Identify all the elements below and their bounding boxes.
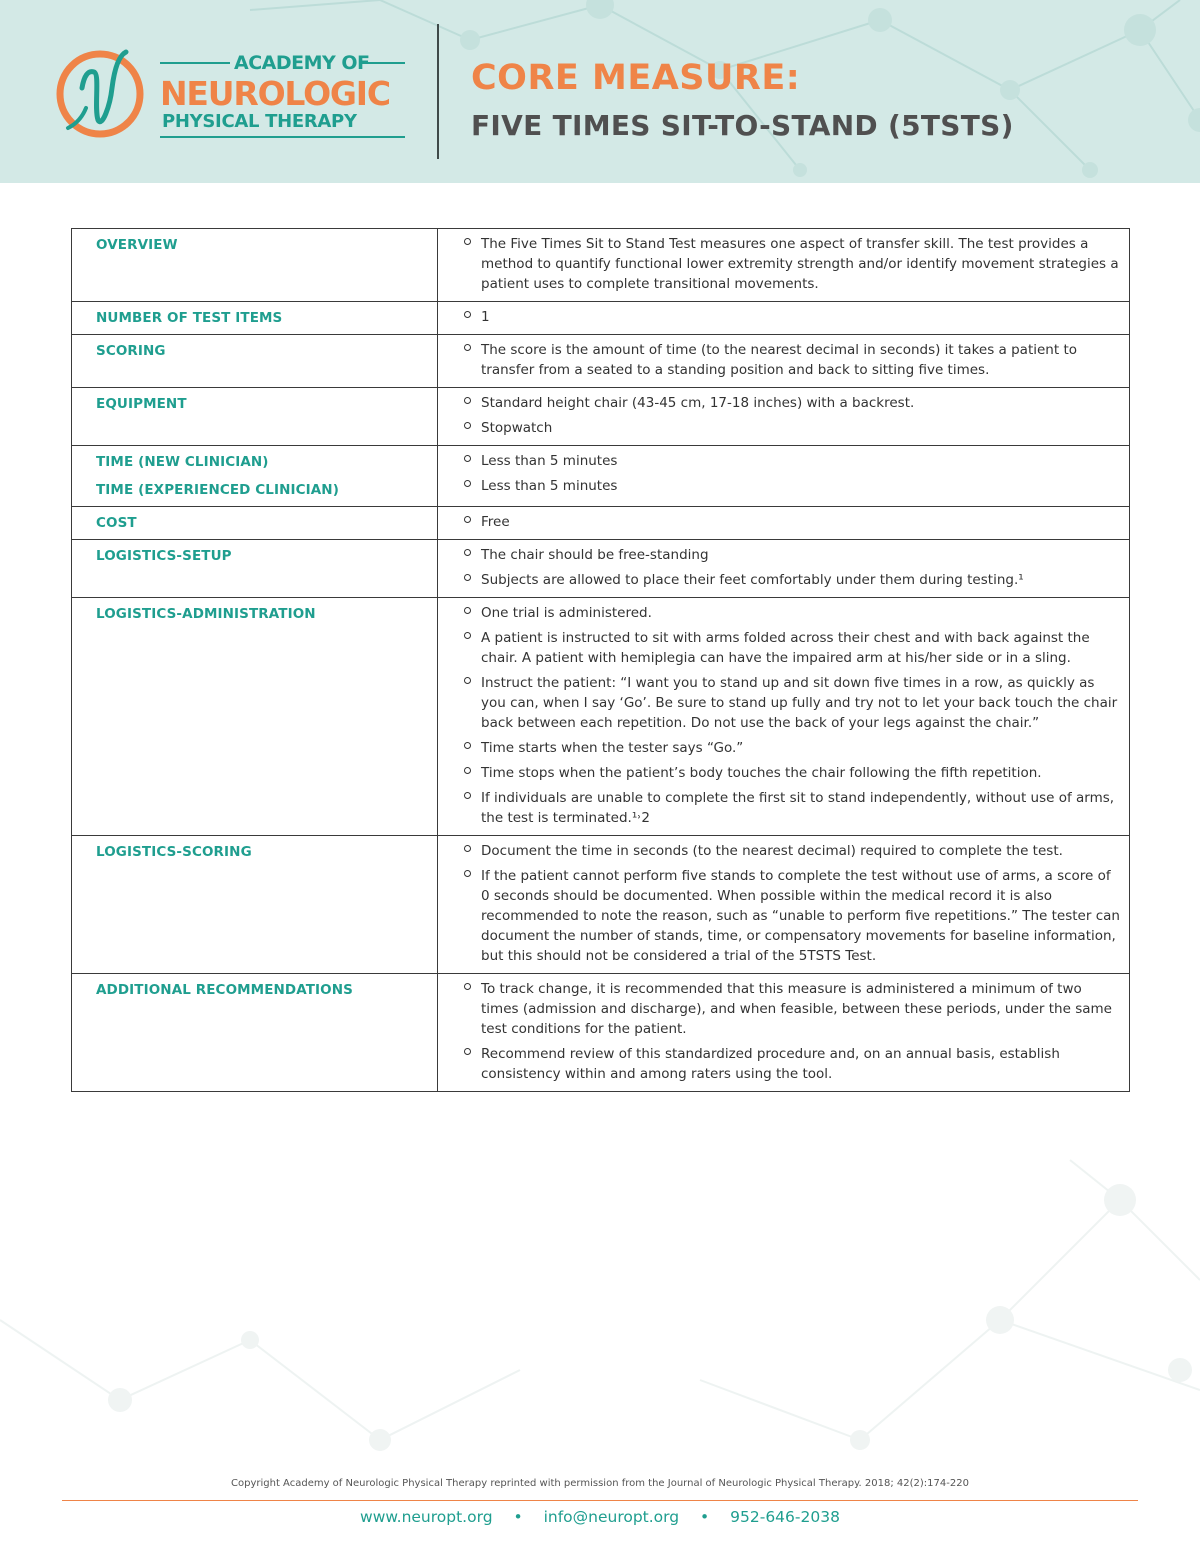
row-content-cell xyxy=(438,335,1130,388)
bullet-list xyxy=(462,603,1121,828)
academy-logo xyxy=(50,38,410,148)
table-row xyxy=(72,507,1130,540)
table-row xyxy=(72,302,1130,335)
table-row xyxy=(72,335,1130,388)
bullet-list xyxy=(462,512,1121,532)
row-content-cell xyxy=(438,598,1130,836)
page-title: CORE MEASURE: xyxy=(471,58,801,98)
separator-dot: • xyxy=(513,1508,523,1526)
bullet-item: If individuals are unable to complete the first sit to stand independently, without use of arms, the test is terminated.¹˒2 xyxy=(462,788,1121,828)
row-label-cell xyxy=(72,836,438,974)
table-row xyxy=(72,540,1130,598)
page-subtitle: FIVE TIMES SIT-TO-STAND (5TSTS) xyxy=(471,109,1014,142)
phone-number: 952-646-2038 xyxy=(730,1508,840,1526)
bullet-list xyxy=(462,451,1121,496)
row-label: TIME (NEW CLINICIAN) xyxy=(96,454,269,470)
bullet-item: Time stops when the patient’s body touches the chair following the fifth repetition. xyxy=(462,763,1121,783)
row-label-cell xyxy=(72,598,438,836)
row-content-cell xyxy=(438,229,1130,302)
bullet-item: The Five Times Sit to Stand Test measures one aspect of transfer skill. The test provides a method to quantify functional lower extremity strength and/or identify movement strategies a patient uses to complete transitional movements. xyxy=(462,234,1121,294)
bullet-list xyxy=(462,234,1121,294)
logo-rule-left xyxy=(160,62,230,64)
row-content-cell xyxy=(438,540,1130,598)
table-row xyxy=(72,836,1130,974)
bullet-item: Less than 5 minutes xyxy=(462,476,1121,496)
row-content-cell xyxy=(438,974,1130,1092)
network-footer-graphic xyxy=(0,1140,1200,1480)
bullet-list xyxy=(462,979,1121,1084)
logo-academy-of: ACADEMY OF xyxy=(234,52,370,74)
logo-neurologic: NEUROLOGIC xyxy=(160,74,390,113)
row-label: OVERVIEW xyxy=(96,237,178,253)
table-row xyxy=(72,974,1130,1092)
row-label-cell xyxy=(72,302,438,335)
copyright-notice: Copyright Academy of Neurologic Physical Therapy reprinted with permission from the Journal of Neurologic Physical Therapy. 2018; 42(2):174-220 xyxy=(231,1478,969,1489)
row-label-cell xyxy=(72,540,438,598)
bullet-item: One trial is administered. xyxy=(462,603,1121,623)
row-label-cell xyxy=(72,446,438,507)
row-label: LOGISTICS-SETUP xyxy=(96,548,232,564)
row-label: NUMBER OF TEST ITEMS xyxy=(96,310,283,326)
website-link[interactable]: www.neuropt.org xyxy=(360,1508,493,1526)
row-content-cell xyxy=(438,302,1130,335)
footer-divider xyxy=(62,1500,1138,1501)
row-label-cell xyxy=(72,229,438,302)
email-link[interactable]: info@neuropt.org xyxy=(543,1508,680,1526)
bullet-list xyxy=(462,545,1121,590)
bullet-item: Instruct the patient: “I want you to stand up and sit down five times in a row, as quickly as you can, when I say ‘Go’. Be sure to stand up fully and try not to let your back touch the chair back between each repetition. Do not use the back of your legs against the chair.” xyxy=(462,673,1121,733)
row-label: EQUIPMENT xyxy=(96,396,187,412)
bullet-item: Standard height chair (43-45 cm, 17-18 inches) with a backrest. xyxy=(462,393,1121,413)
bullet-item: The chair should be free-standing xyxy=(462,545,1121,565)
footer-contact xyxy=(0,1508,1200,1526)
logo-physical-therapy: PHYSICAL THERAPY xyxy=(162,111,357,132)
bullet-list xyxy=(462,340,1121,380)
row-label: ADDITIONAL RECOMMENDATIONS xyxy=(96,982,353,998)
table-row xyxy=(72,229,1130,302)
bullet-item: The score is the amount of time (to the nearest decimal in seconds) it takes a patient to transfer from a seated to a standing position and back to sitting five times. xyxy=(462,340,1121,380)
row-label: LOGISTICS-ADMINISTRATION xyxy=(96,606,316,622)
bullet-item: Free xyxy=(462,512,1121,532)
row-label: TIME (EXPERIENCED CLINICIAN) xyxy=(96,482,339,498)
row-label: SCORING xyxy=(96,343,166,359)
bullet-item: Stopwatch xyxy=(462,418,1121,438)
core-measure-table xyxy=(71,228,1130,1092)
row-label-cell xyxy=(72,507,438,540)
bullet-item: A patient is instructed to sit with arms folded across their chest and with back against the chair. A patient with hemiplegia can have the impaired arm at his/her side or in a sling. xyxy=(462,628,1121,668)
row-label: LOGISTICS-SCORING xyxy=(96,844,252,860)
bullet-item: Less than 5 minutes xyxy=(462,451,1121,471)
row-label-cell xyxy=(72,335,438,388)
n-ring-icon xyxy=(54,48,146,140)
bullet-list xyxy=(462,841,1121,966)
bullet-item: Time starts when the tester says “Go.” xyxy=(462,738,1121,758)
table-row xyxy=(72,388,1130,446)
separator-dot: • xyxy=(700,1508,710,1526)
table-row xyxy=(72,598,1130,836)
bullet-item: If the patient cannot perform five stands to complete the test without use of arms, a score of 0 seconds should be documented. When possible within the medical record it is also recommended to note the reason, such as “unable to perform five repetitions.” The tester can document the number of stands, time, or compensatory movements for baseline information, but this should not be considered a trial of the 5TSTS Test. xyxy=(462,866,1121,966)
page-header xyxy=(0,0,1200,183)
row-label-cell xyxy=(72,388,438,446)
bullet-item: Recommend review of this standardized procedure and, on an annual basis, establish consistency within and among raters using the tool. xyxy=(462,1044,1121,1084)
row-label-cell xyxy=(72,974,438,1092)
bullet-item: To track change, it is recommended that this measure is administered a minimum of two times (admission and discharge), and when feasible, between these periods, under the same test conditions for the patient. xyxy=(462,979,1121,1039)
table-row xyxy=(72,446,1130,507)
bullet-list xyxy=(462,307,1121,327)
row-label: COST xyxy=(96,515,137,531)
header-divider xyxy=(437,24,439,159)
bullet-item: Subjects are allowed to place their feet comfortably under them during testing.¹ xyxy=(462,570,1121,590)
row-content-cell xyxy=(438,507,1130,540)
bullet-list xyxy=(462,393,1121,438)
bullet-item: 1 xyxy=(462,307,1121,327)
row-content-cell xyxy=(438,836,1130,974)
row-content-cell xyxy=(438,388,1130,446)
row-content-cell xyxy=(438,446,1130,507)
bullet-item: Document the time in seconds (to the nearest decimal) required to complete the test. xyxy=(462,841,1121,861)
logo-rule-bottom xyxy=(160,136,405,138)
